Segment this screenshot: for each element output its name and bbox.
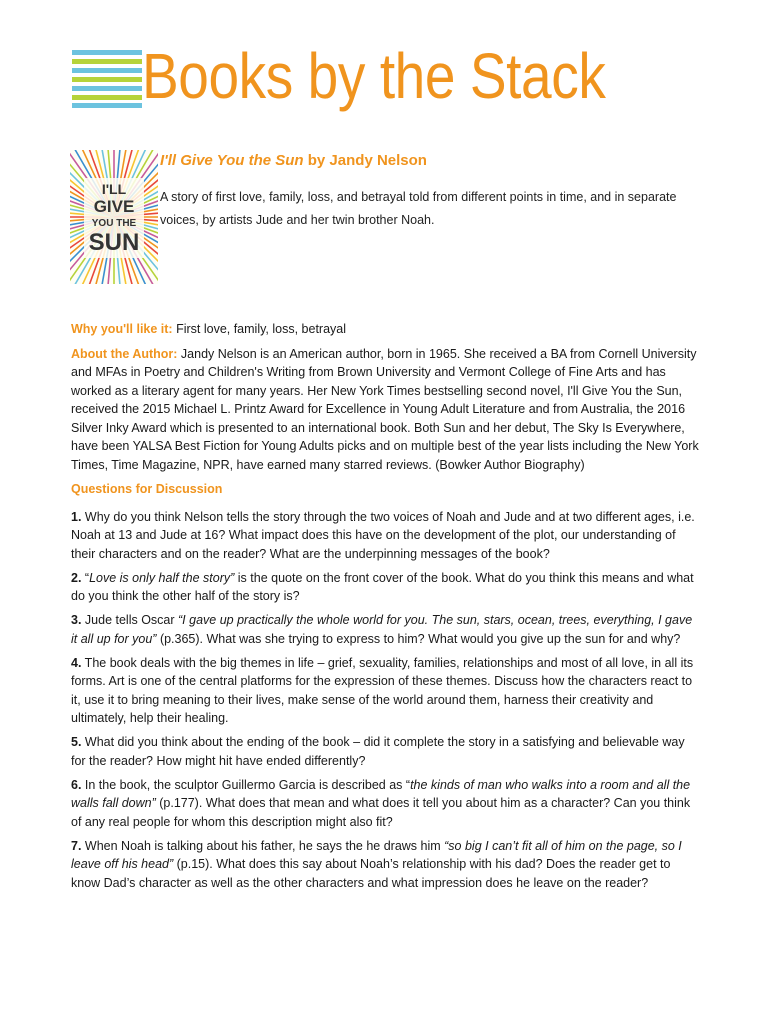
question-quote: Love is only half the story” bbox=[89, 570, 235, 585]
questions-list bbox=[71, 508, 699, 893]
question-text: What did you think about the ending of the book – did it complete the story in a satisfying and believable way for the reader? How might hit have ended differently? bbox=[71, 735, 685, 768]
author-label: About the Author: bbox=[71, 346, 178, 361]
book-cover-image bbox=[70, 150, 158, 284]
stacked-lines-icon bbox=[72, 50, 142, 108]
question-item bbox=[71, 733, 699, 770]
cover-line-3: YOU THE bbox=[91, 218, 137, 229]
question-number: 4. bbox=[71, 655, 82, 670]
question-item bbox=[71, 837, 699, 893]
questions-heading: Questions for Discussion bbox=[71, 482, 223, 496]
question-item bbox=[71, 508, 699, 564]
question-quote: the kinds of man who walks into a room and all the walls fall down” bbox=[71, 777, 691, 810]
question-text: The book deals with the big themes in life – grief, sexuality, families, relationships and most of all love, in all its forms. Art is one of the central platforms for the expression of these themes. Discuss how the characters react to it, use it to bring meaning to their lives, make sense of the world around them, harness their creativity and ultimately, help their healing. bbox=[71, 655, 694, 725]
main-content bbox=[71, 320, 699, 898]
question-number: 2. bbox=[71, 570, 82, 585]
question-text: (p.177). What does that mean and what does it tell you about him as a character? Can you think of any real people for whom this description might also fit? bbox=[71, 796, 691, 829]
question-text: Jude tells Oscar bbox=[81, 613, 179, 627]
question-item bbox=[71, 611, 699, 648]
question-quote: “I gave up practically the whole world for you. The sun, stars, ocean, trees, everything, I gave it all up for you” bbox=[71, 613, 693, 646]
why-section bbox=[71, 320, 699, 339]
question-quote: “so big I can’t fit all of him on the page, so I leave off his head” bbox=[71, 838, 682, 871]
cover-line-2: GIVE bbox=[93, 197, 135, 216]
question-number: 1. bbox=[71, 509, 82, 524]
question-text: is the quote on the front cover of the book. What do you think this means and what do you think the other half of the story is? bbox=[71, 570, 694, 603]
why-label: Why you'll like it: bbox=[71, 322, 173, 336]
question-item bbox=[71, 654, 699, 728]
question-text: (p.365). What was she trying to express to him? What would you give up the sun for and why? bbox=[156, 631, 681, 646]
book-summary: A story of first love, family, loss, and betrayal told from different points in time, and in separate voices, by artists Jude and her twin brother Noah. bbox=[160, 190, 677, 227]
question-text: Why do you think Nelson tells the story through the two voices of Noah and Jude and at two different ages, i.e. Noah at 13 and Jude at 16? What impact does this have on the development of the plot, our understanding of their characters and on the reader? What are the underpinning messages of the book? bbox=[71, 509, 695, 561]
cover-line-4: SUN bbox=[88, 229, 140, 256]
question-text: (p.15). What does this say about Noah’s relationship with his dad? Does the reader get to know Dad’s character as well as the other characters and what impression does he leave on the reader? bbox=[71, 857, 671, 890]
question-number: 5. bbox=[71, 735, 82, 749]
book-heading bbox=[160, 151, 427, 171]
author-section bbox=[71, 345, 699, 475]
question-number: 6. bbox=[71, 777, 82, 792]
book-author: by Jandy Nelson bbox=[303, 152, 427, 169]
author-text: Jandy Nelson is an American author, born in 1965. She received a BA from Cornell University and MFAs in Poetry and Children's Writing from Brown University and Vermont College of Fine Arts and has worked as a literary agent for many years. Her New York Times bestselling second novel, I'll Give You the Sun, received the 2015 Michael L. Printz Award for Excellence in Young Adult Literature and from Australia, the 2016 Silver Inky Award which is presented to an international book. Both Sun and her debut, The Sky Is Everywhere, have been YALSA Best Fiction for Young Adults picks and on multiple best of the year lists including the New York Times, Time Magazine, NPR, have earned many starred reviews. (Bowker Author Biography) bbox=[71, 346, 699, 472]
question-number: 7. bbox=[71, 838, 82, 853]
book-title: I'll Give You the Sun bbox=[160, 152, 304, 169]
question-number: 3. bbox=[71, 613, 82, 627]
question-text: “ bbox=[81, 570, 90, 585]
question-text: In the book, the sculptor Guillermo Garcia is described as “ bbox=[81, 777, 411, 792]
cover-line-1: I'LL bbox=[101, 181, 127, 197]
brand-title: Books by the Stack bbox=[142, 40, 606, 112]
question-text: When Noah is talking about his father, he says the he draws him bbox=[81, 838, 445, 853]
why-text: First love, family, loss, betrayal bbox=[172, 322, 347, 336]
question-item bbox=[71, 776, 699, 832]
question-item bbox=[71, 569, 699, 606]
